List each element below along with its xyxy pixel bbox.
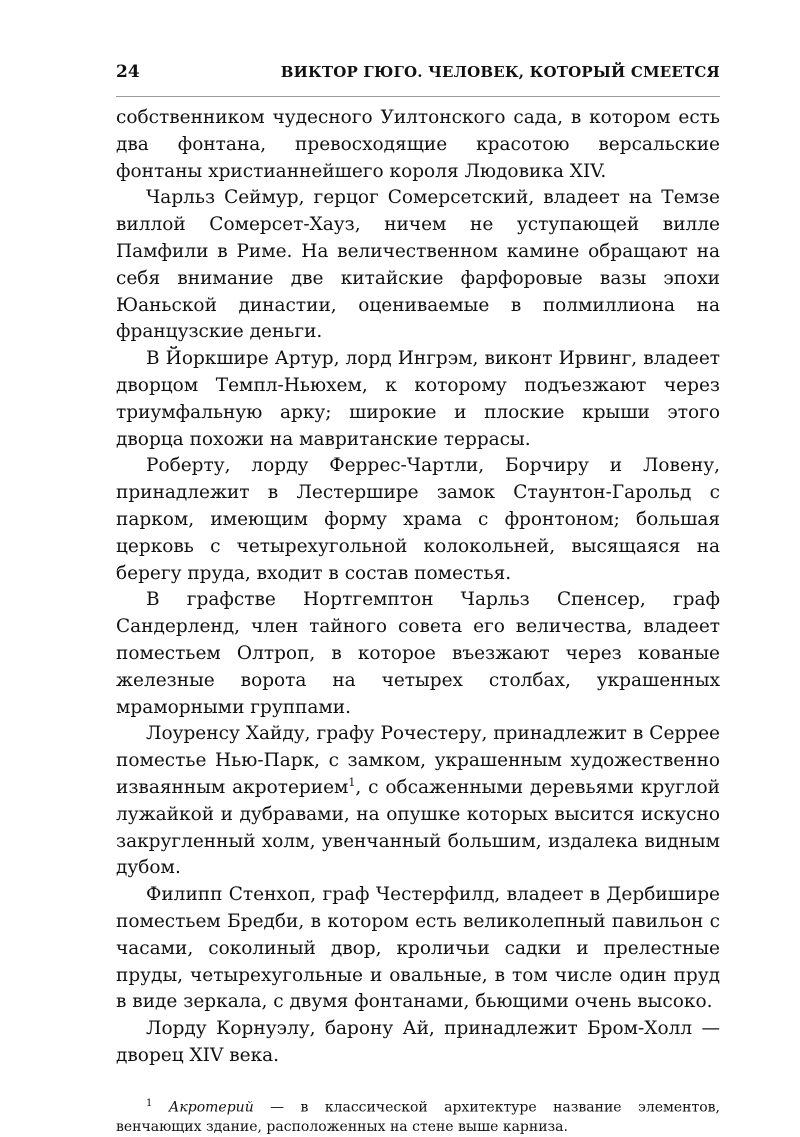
footnote [116,1094,720,1137]
paragraph-3: В Йоркшире Артур, лорд Ингрэм, виконт Ирвинг, владеет дворцом Темпл-Ньюхем, к которому подъезжают через триумфальную арку; широкие и плоские крыши этого дворца похожи на мавританские террасы. [116,348,720,450]
paragraph-6-after-mark: , с обсаженными деревьями круглой лужайкой и дубравами, на опушке которых высится искусно закругленный холм, увенчанный большим, издалека видным дубом. [116,776,720,879]
paragraph-7: Филипп Стенхоп, граф Честерфилд, владеет в Дербишире поместьем Бредби, в котором есть великолепный павильон с часами, соколиный двор, кроличьи садки и прелестные пруды, четырехугольные и овальные, в том числе один пруд в виде зеркала, с двумя фонтанами, бьющими очень высоко. [116,884,720,1013]
footnote-mark: 1 [146,1097,153,1109]
page-number: 24 [116,62,140,82]
paragraph-6-before-mark: Лоуренсу Хайду, графу Рочестеру, принадлежит в Серрее поместье Нью-Парк, с замком, украшенным художественно изваянным акротерием [116,723,720,798]
paragraph-2: Чарльз Сеймур, герцог Сомерсетский, владеет на Темзе виллой Сомерсет-Хауз, ничем не уступающей вилле Памфили в Риме. На величественном камине обращают на себя внимание две китайские фарфоровые вазы эпохи Юаньской династии, оцениваемые в полмиллиона на французские деньги. [116,187,720,343]
body-text [116,105,720,1070]
paragraph-8: Лорду Корнуэлу, барону Ай, принадлежит Бром-Холл — дворец XIV века. [116,1018,720,1066]
paragraph-4: Роберту, лорду Феррес-Чартли, Борчиру и Ловену, принадлежит в Лестершире замок Стаунтон-Гарольд с парком, имеющим форму храма с фронтоном; большая церковь с четырехугольной колокольней, высящаяся на берегу пруда, входит в состав поместья. [116,455,720,584]
paragraph-6-with-footnote [116,721,720,882]
footnote-text [116,1094,720,1137]
book-page [116,62,720,1137]
running-title: ВИКТОР ГЮГО. ЧЕЛОВЕК, КОТОРЫЙ СМЕЕТСЯ [280,63,720,81]
footnote-term: Акротерий [168,1099,254,1116]
paragraph-5: В графстве Нортгемптон Чарльз Спенсер, граф Сандерленд, член тайного совета его величества, владеет поместьем Олтроп, в которое въезжают через кованые железные ворота на четырех столбах, украшенных мраморными группами. [116,589,720,718]
paragraph-1: собственником чудесного Уилтонского сада, в котором есть два фонтана, превосходящие красотою версальские фонтаны христианнейшего короля Людовика XIV. [116,107,720,182]
footnote-reference[interactable]: 1 [348,775,356,789]
footnote-definition: — в классической архитектуре название элементов, венчающих здание, расположенных на стене выше карниза. [116,1099,721,1136]
page-header [116,62,720,97]
